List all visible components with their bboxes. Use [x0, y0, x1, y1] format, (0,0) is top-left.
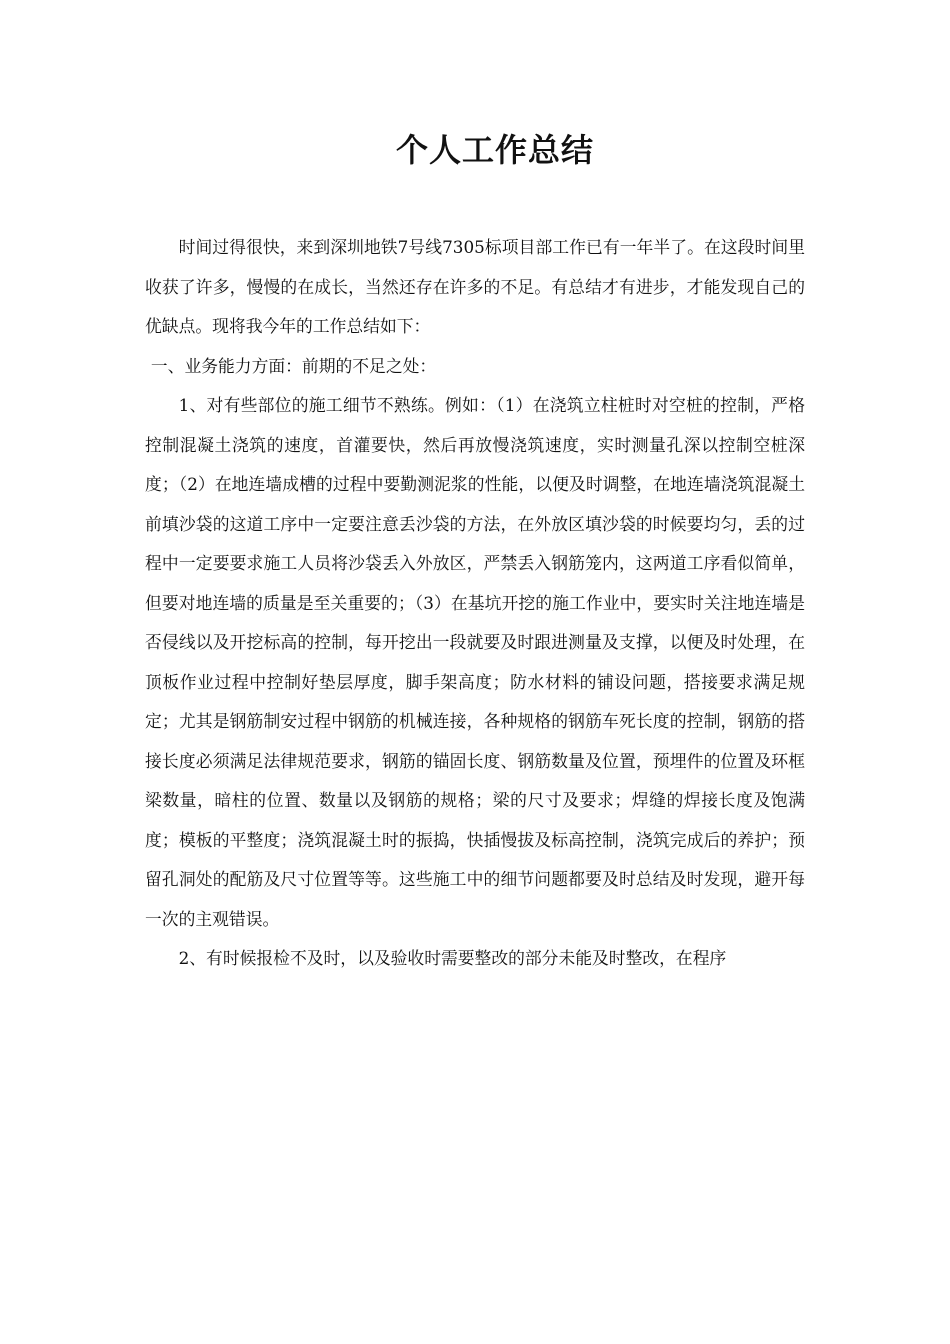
section-heading-business-ability: 一、业务能力方面：前期的不足之处：	[150, 355, 437, 376]
paragraph-construction-details: 1、对有些部位的施工细节不熟练。例如：（1）在浇筑立柱桩时对空桩的控制，严格控制混凝土浇筑的速度，首灌要快，然后再放慢浇筑速度，实时测量孔深以控制空桩深度；（2）在地连墙成槽的过程中要勤测泥浆的性能，以便及时调整，在地连墙浇筑混凝土前填沙袋的这道工序中一定要注意丢沙袋的方法，在外放区填沙袋的时候要均匀，丢的过程中一定要要求施工人员将沙袋丢入外放区，严禁丢入钢筋笼内，这两道工序看似简单，但要对地连墙的质量是至关重要的；（3）在基坑开挖的施工作业中，要实时关注地连墙是否侵线以及开挖标高的控制，每开挖出一段就要及时跟进测量及支撑，以便及时处理，在顶板作业过程中控制好垫层厚度，脚手架高度；防水材料的铺设问题，搭接要求满足规定；尤其是钢筋制安过程中钢筋的机械连接，各种规格的钢筋车死长度的控制，钢筋的搭接长度必须满足法律规范要求，钢筋的锚固长度、钢筋数量及位置，预埋件的位置及环框梁数量，暗柱的位置、数量以及钢筋的规格；梁的尺寸及要求；焊缝的焊接长度及饱满度；模板的平整度；浇筑混凝土时的振捣，快插慢拔及标高控制，浇筑完成后的养护；预留孔洞处的配筋及尺寸位置等等。这些施工中的细节问题都要及时总结及时发现，避开每一次的主观错误。	[145, 395, 805, 929]
document-title: 个人工作总结	[395, 131, 594, 169]
document-body	[145, 228, 805, 979]
paragraph-inspection-timing: 2、有时候报检不及时，以及验收时需要整改的部分未能及时整改，在程序	[178, 948, 727, 968]
paragraph-intro: 时间过得很快，来到深圳地铁7号线7305标项目部工作已有一年半了。在这段时间里收获了许多，慢慢的在成长，当然还存在许多的不足。有总结才有进步，才能发现自己的优缺点。现将我今年的工作总结如下：	[145, 237, 805, 336]
